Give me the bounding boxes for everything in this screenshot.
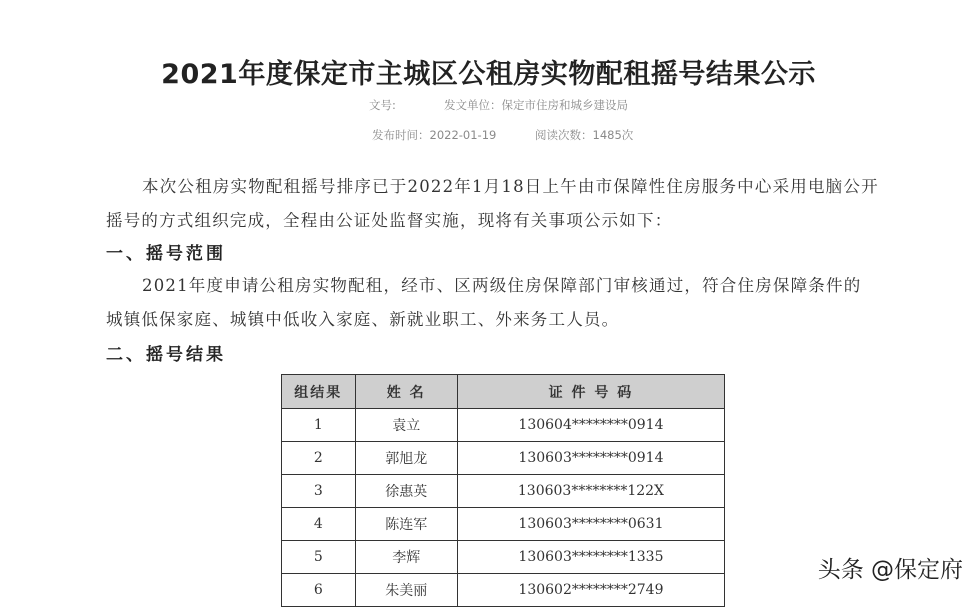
scope-paragraph [106, 269, 906, 337]
cell-group: 3 [282, 475, 356, 508]
table-row [282, 442, 725, 475]
article-title: 2021年度保定市主城区公租房实物配租摇号结果公示 [161, 59, 816, 90]
column-header-id: 证 件 号 码 [457, 375, 724, 409]
cell-id: 130603********122X [457, 475, 724, 508]
cell-group: 6 [282, 574, 356, 607]
cell-name: 郭旭龙 [355, 442, 457, 475]
doc-number-label: 文号: [369, 98, 396, 112]
source-watermark: 头条 @保定府 [817, 557, 963, 583]
table-header-row [282, 375, 725, 409]
cell-id: 130603********0631 [457, 508, 724, 541]
cell-group: 5 [282, 541, 356, 574]
intro-line-2: 摇号的方式组织完成，全程由公证处监督实施，现将有关事项公示如下： [106, 211, 673, 230]
cell-group: 4 [282, 508, 356, 541]
cell-id: 130604********0914 [457, 409, 724, 442]
cell-group: 1 [282, 409, 356, 442]
results-table [281, 374, 725, 607]
cell-name: 袁立 [355, 409, 457, 442]
cell-name: 陈连军 [355, 508, 457, 541]
scope-line-1: 2021年度申请公租房实物配租，经市、区两级住房保障部门审核通过，符合住房保障条件的 [142, 276, 862, 295]
cell-group: 2 [282, 442, 356, 475]
cell-id: 130603********0914 [457, 442, 724, 475]
intro-line-1: 本次公租房实物配租摇号排序已于2022年1月18日上午由市保障性住房服务中心采用电脑公开 [142, 177, 879, 196]
cell-name: 朱美丽 [355, 574, 457, 607]
issuer-info: 发文单位：保定市住房和城乡建设局 [444, 98, 628, 112]
column-header-group: 组结果 [282, 375, 356, 409]
section-heading-scope: 一、摇号范围 [106, 244, 226, 264]
section-heading-results: 二、摇号结果 [106, 345, 226, 365]
cell-name: 李辉 [355, 541, 457, 574]
column-header-name: 姓 名 [355, 375, 457, 409]
cell-id: 130603********1335 [457, 541, 724, 574]
cell-name: 徐惠英 [355, 475, 457, 508]
table-row [282, 574, 725, 607]
table-row [282, 475, 725, 508]
read-count: 阅读次数：1485次 [535, 128, 634, 142]
table-row [282, 409, 725, 442]
cell-id: 130602********2749 [457, 574, 724, 607]
table-row [282, 508, 725, 541]
intro-paragraph [106, 170, 906, 238]
publish-time: 发布时间：2022-01-19 [372, 128, 497, 142]
table-row [282, 541, 725, 574]
scope-line-2: 城镇低保家庭、城镇中低收入家庭、新就业职工、外来务工人员。 [106, 310, 620, 329]
